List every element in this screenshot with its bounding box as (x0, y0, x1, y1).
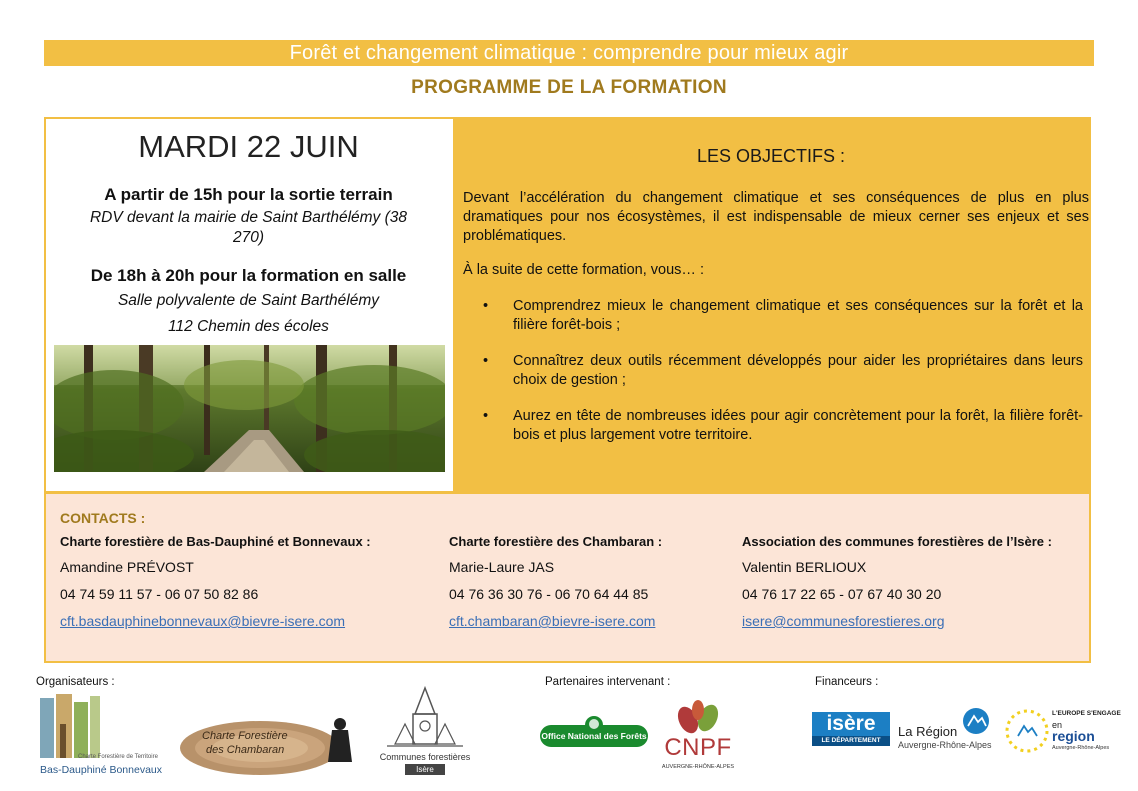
bullet-icon: • (483, 408, 489, 424)
logo-caption: LE DÉPARTEMENT (812, 736, 890, 746)
logo-caption: Auvergne-Rhône-Alpes (1052, 745, 1110, 751)
field-trip-location: RDV devant la mairie de Saint Barthélémy (38 270) (89, 209, 408, 246)
contact-org: Charte forestière des Chambaran : (449, 534, 663, 549)
organisers-label: Organisateurs : (36, 676, 115, 688)
logo-europe (1004, 708, 1122, 760)
logo-caption: Charte Forestière (202, 730, 288, 742)
contact-chambaran (449, 534, 663, 629)
logo-caption: CNPF (664, 734, 732, 761)
contact-org: Association des communes forestières de l’Isère : (742, 534, 1052, 549)
list-item: • Aurez en tête de nombreuses idées pour agir concrètement pour la forêt, la filière forêt-bois et plus largement votre territoire. (483, 408, 1083, 443)
program-subtitle: PROGRAMME DE LA FORMATION (411, 77, 727, 98)
logo-caption: AUVERGNE-RHÔNE-ALPES (661, 764, 735, 770)
contact-phone: 04 76 36 30 76 - 06 70 64 44 85 (449, 586, 649, 602)
logo-caption: L'EUROPE S'ENGAGE (1052, 710, 1121, 717)
training-time: De 18h à 20h pour la formation en salle (90, 266, 407, 285)
logo-onf (540, 715, 648, 751)
contact-name: Amandine PRÉVOST (60, 559, 194, 575)
contact-org: Charte forestière de Bas-Dauphiné et Bonnevaux : (60, 534, 371, 549)
logo-caption: en (1052, 720, 1063, 730)
list-item: • Comprendrez mieux le changement climatique et ses conséquences sur la forêt et la filière forêt-bois ; (483, 298, 1083, 333)
objectives-intro: Devant l’accélération du changement climatique et ses conséquences de plus en plus dramatiques pour nos écosystèmes, il est indispensable de mieux cerner ses enjeux et ses problématiques. (463, 190, 1089, 244)
training-address: 112 Chemin des écoles (168, 318, 329, 335)
contacts-title: CONTACTS : (60, 510, 146, 526)
contacts-box (44, 492, 1091, 663)
contact-email-link[interactable]: isere@communesforestieres.org (742, 613, 945, 629)
contact-phone: 04 74 59 11 57 - 06 07 50 82 86 (60, 586, 259, 602)
event-date: MARDI 22 JUIN (138, 129, 359, 164)
contact-email-link[interactable]: cft.basdauphinebonnevaux@bievre-isere.com (60, 613, 346, 629)
field-trip-time: A partir de 15h pour la sortie terrain (104, 185, 393, 204)
logo-region (898, 706, 998, 754)
bullet-icon: • (483, 298, 489, 314)
logo-caption: Auvergne-Rhône-Alpes (898, 740, 992, 750)
logo-caption: Office National des Forêts (541, 731, 647, 741)
contact-name: Marie-Laure JAS (449, 559, 555, 575)
objectives-list (483, 297, 1083, 462)
list-item: • Connaîtrez deux outils récemment développés pour aider les propriétaires dans leurs choix de gestion ; (483, 353, 1083, 388)
objectives-title: LES OBJECTIFS : (696, 146, 846, 166)
contact-communes-forestieres (742, 534, 1052, 629)
logo-caption: Communes forestières (379, 752, 471, 762)
logo-chambaran (180, 714, 355, 776)
logo-caption: Bas-Dauphiné Bonnevaux (40, 764, 163, 776)
contact-phone: 04 76 17 22 65 - 07 67 40 30 20 (742, 586, 942, 602)
funders-label: Financeurs : (815, 676, 879, 688)
bullet-icon: • (483, 353, 489, 369)
schedule-column (46, 119, 451, 491)
banner-title: Forêt et changement climatique : comprendre pour mieux agir (44, 40, 1094, 66)
objectives-column (453, 119, 1089, 491)
logo-isere (812, 712, 890, 746)
contact-name: Valentin BERLIOUX (742, 559, 867, 575)
logo-caption: des Chambaran (206, 744, 285, 756)
logo-caption: Charte Forestière de Territoire (78, 754, 158, 760)
objectives-lead: À la suite de cette formation, vous… : (463, 262, 704, 278)
logo-caption: region (1052, 728, 1095, 744)
partners-label: Partenaires intervenant : (545, 676, 671, 688)
logo-caption: La Région (898, 724, 958, 739)
contact-bas-dauphine (60, 534, 371, 629)
logo-communes-forestieres (375, 684, 475, 776)
logo-bas-dauphine-bonnevaux (36, 694, 171, 778)
logo-cnpf (658, 698, 738, 776)
training-venue: Salle polyvalente de Saint Barthélémy (117, 292, 380, 309)
contact-email-link[interactable]: cft.chambaran@bievre-isere.com (449, 613, 656, 629)
logo-caption: isère (812, 712, 890, 736)
logo-caption: Isère (405, 764, 445, 775)
forest-path-photo (54, 345, 445, 472)
program-box (44, 117, 1091, 493)
